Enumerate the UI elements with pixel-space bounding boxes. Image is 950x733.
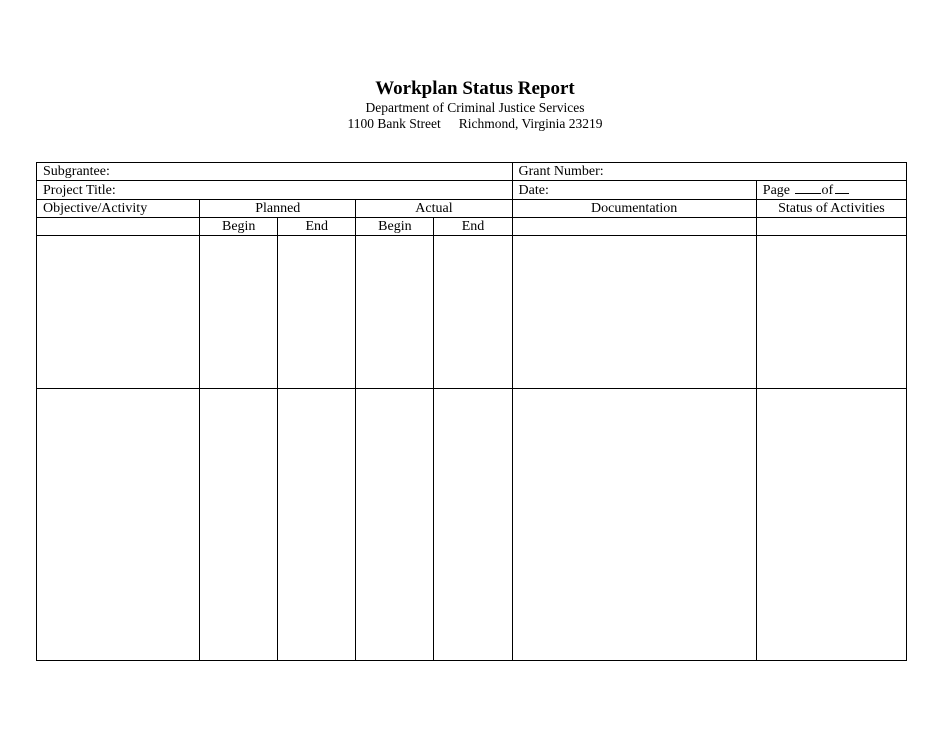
department-name: Department of Criminal Justice Services: [365, 100, 585, 115]
subheader-objective-blank: [37, 218, 200, 236]
report-header: [0, 78, 950, 132]
entry-row-1: [37, 236, 907, 389]
entry-2-actual-end-cell[interactable]: [434, 389, 512, 661]
info-row-2: [37, 181, 907, 200]
page-total-blank[interactable]: [835, 181, 849, 194]
column-header-documentation: Documentation: [512, 200, 756, 218]
of-label: of: [821, 183, 834, 198]
column-header-row: [37, 200, 907, 218]
grant-number-field[interactable]: [512, 163, 906, 181]
subheader-planned-end: End: [278, 218, 356, 236]
entry-1-planned-end-cell[interactable]: [278, 236, 356, 389]
project-title-field[interactable]: [37, 181, 513, 200]
column-header-objective: Objective/Activity: [37, 200, 200, 218]
column-header-planned: Planned: [200, 200, 356, 218]
entry-2-objective-cell[interactable]: [37, 389, 200, 661]
page-title: Workplan Status Report: [375, 78, 575, 99]
column-header-status: Status of Activities: [756, 200, 906, 218]
subheader-actual-end: End: [434, 218, 512, 236]
subheader-actual-begin: Begin: [356, 218, 434, 236]
column-header-actual: Actual: [356, 200, 512, 218]
entry-2-planned-begin-cell[interactable]: [200, 389, 278, 661]
subgrantee-label: Subgrantee:: [43, 164, 110, 179]
entry-2-status-cell[interactable]: [756, 389, 906, 661]
page-number-blank[interactable]: [795, 181, 821, 194]
address-street: 1100 Bank Street: [347, 116, 441, 131]
address-line: [0, 116, 950, 132]
entry-1-objective-cell[interactable]: [37, 236, 200, 389]
workplan-table: [36, 162, 907, 661]
entry-1-status-cell[interactable]: [756, 236, 906, 389]
entry-1-actual-begin-cell[interactable]: [356, 236, 434, 389]
entry-1-planned-begin-cell[interactable]: [200, 236, 278, 389]
subheader-status-blank: [756, 218, 906, 236]
info-row-1: [37, 163, 907, 181]
subheader-planned-begin: Begin: [200, 218, 278, 236]
subheader-row: [37, 218, 907, 236]
page-number-field[interactable]: [756, 181, 906, 200]
entry-1-actual-end-cell[interactable]: [434, 236, 512, 389]
entry-1-documentation-cell[interactable]: [512, 236, 756, 389]
page-label: Page: [762, 183, 790, 198]
grant-number-label: Grant Number:: [518, 164, 604, 179]
date-label: Date:: [518, 182, 549, 198]
entry-2-planned-end-cell[interactable]: [278, 389, 356, 661]
date-field[interactable]: [512, 181, 756, 200]
subgrantee-field[interactable]: [37, 163, 513, 181]
address-city: Richmond, Virginia 23219: [458, 116, 603, 131]
subheader-documentation-blank: [512, 218, 756, 236]
entry-row-2: [37, 389, 907, 661]
entry-2-documentation-cell[interactable]: [512, 389, 756, 661]
project-title-label: Project Title:: [43, 182, 116, 198]
entry-2-actual-begin-cell[interactable]: [356, 389, 434, 661]
